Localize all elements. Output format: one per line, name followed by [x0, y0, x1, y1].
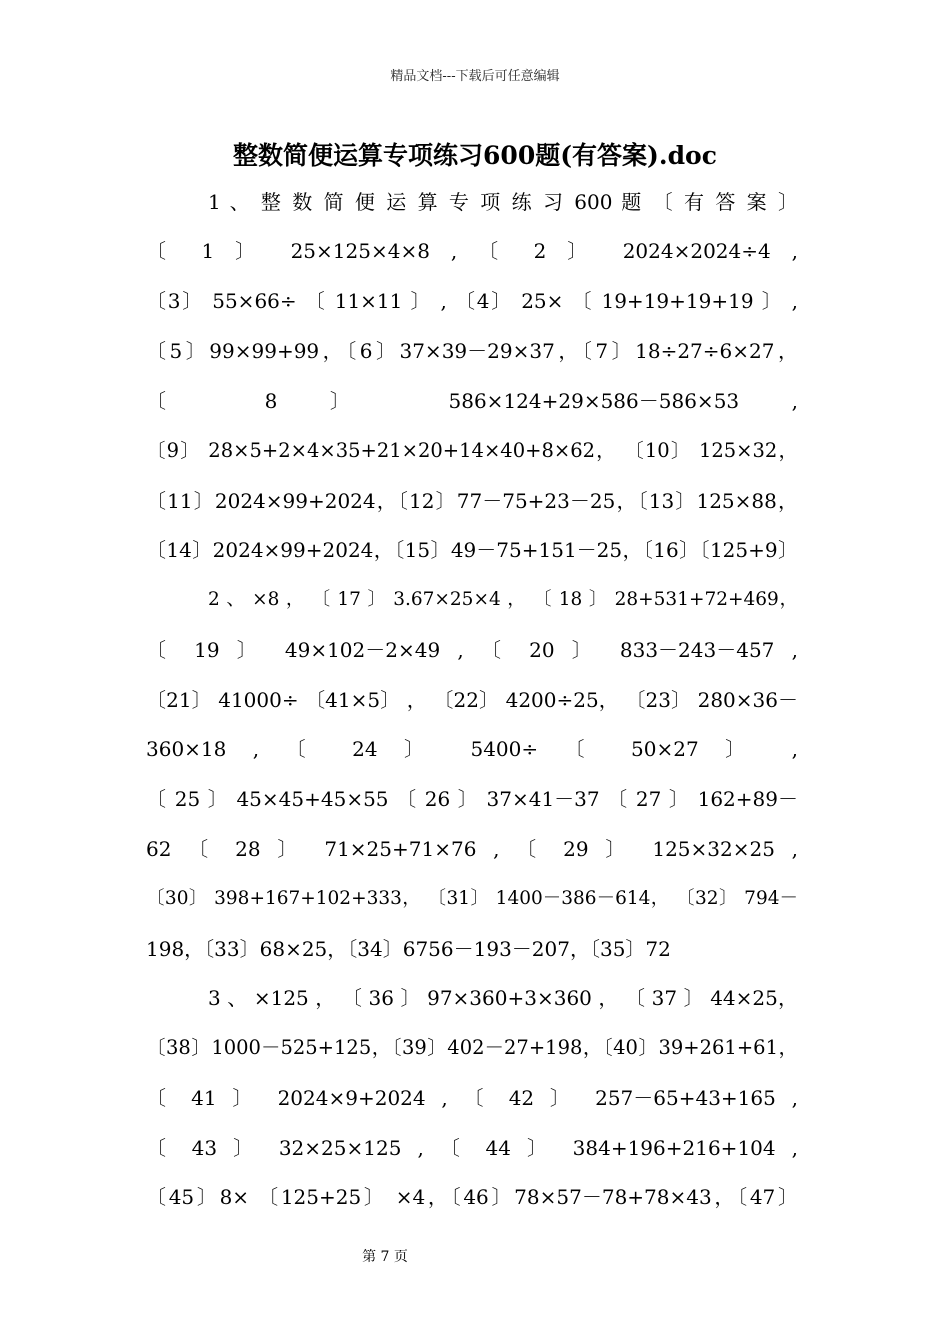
exercise-line: 〔 8 〕 586×124+29×586－586×53 ,: [146, 389, 798, 413]
document-title: 整数简便运算专项练习600题(有答案).doc: [233, 141, 717, 170]
exercise-line: 〔45〕8× 〔125+25〕 ×4，〔46〕78×57－78+78×43，〔47〕: [146, 1185, 798, 1209]
exercise-line: 〔 41 〕 2024×9+2024 , 〔 42 〕 257－65+43+165 ,: [146, 1086, 798, 1110]
exercise-line: 〔38〕1000－525+125，〔39〕402－27+198，〔40〕39+261+61，: [146, 1036, 798, 1059]
page-number: 第 7 页: [362, 1249, 408, 1265]
exercise-line: 〔 25 〕 45×45+45×55 〔 26 〕 37×41－37 〔 27 〕 162+89－: [146, 787, 798, 811]
section-heading-2: 2 、 ×8 ， 〔 17 〕 3.67×25×4 ， 〔 18 〕 28+531+72+469，: [208, 589, 798, 610]
section-heading-3: 3 、 ×125 ， 〔 36 〕 97×360+3×360 ， 〔 37 〕 44×25，: [208, 986, 798, 1010]
exercise-line: 〔9〕 28×5+2×4×35+21×20+14×40+8×62， 〔10〕 125×32，: [146, 439, 798, 462]
exercise-line: 〔 19 〕 49×102－2×49 , 〔 20 〕 833－243－457 ,: [146, 638, 798, 662]
exercise-line: 〔3〕 55×66÷ 〔 11×11 〕 , 〔4〕 25× 〔 19+19+19+19 〕 ,: [146, 289, 798, 313]
section-heading-1: 1 、 整 数 简 便 运 算 专 项 练 习 600 题 〔 有 答 案 〕: [208, 190, 798, 214]
exercise-line: 〔11〕2024×99+2024，〔12〕77－75+23－25，〔13〕125×88，: [146, 489, 798, 513]
page-header: 精品文档---下载后可任意编辑: [390, 69, 560, 84]
exercise-line: 〔5〕99×99+99，〔6〕37×39－29×37，〔7〕18÷27÷6×27，: [146, 339, 798, 363]
exercise-line: 〔 43 〕 32×25×125 , 〔 44 〕 384+196+216+104 ,: [146, 1136, 798, 1160]
exercise-line: 〔21〕 41000÷ 〔41×5〕 ， 〔22〕 4200÷25， 〔23〕 280×36－: [146, 688, 798, 712]
exercise-line: 360×18 , 〔 24 〕 5400÷ 〔 50×27 〕 ,: [146, 737, 798, 761]
exercise-line: 〔14〕2024×99+2024，〔15〕49－75+151－25，〔16〕〔125+9〕: [146, 538, 798, 562]
exercise-line: 198，〔33〕68×25，〔34〕6756－193－207，〔35〕72: [146, 937, 671, 961]
exercise-line: 62 〔 28 〕 71×25+71×76 , 〔 29 〕 125×32×25 ,: [146, 837, 798, 861]
exercise-line: 〔 1 〕 25×125×4×8 , 〔 2 〕 2024×2024÷4 ,: [146, 239, 798, 263]
exercise-line: 〔30〕 398+167+102+333， 〔31〕 1400－386－614， 〔32〕 794－: [146, 888, 798, 909]
